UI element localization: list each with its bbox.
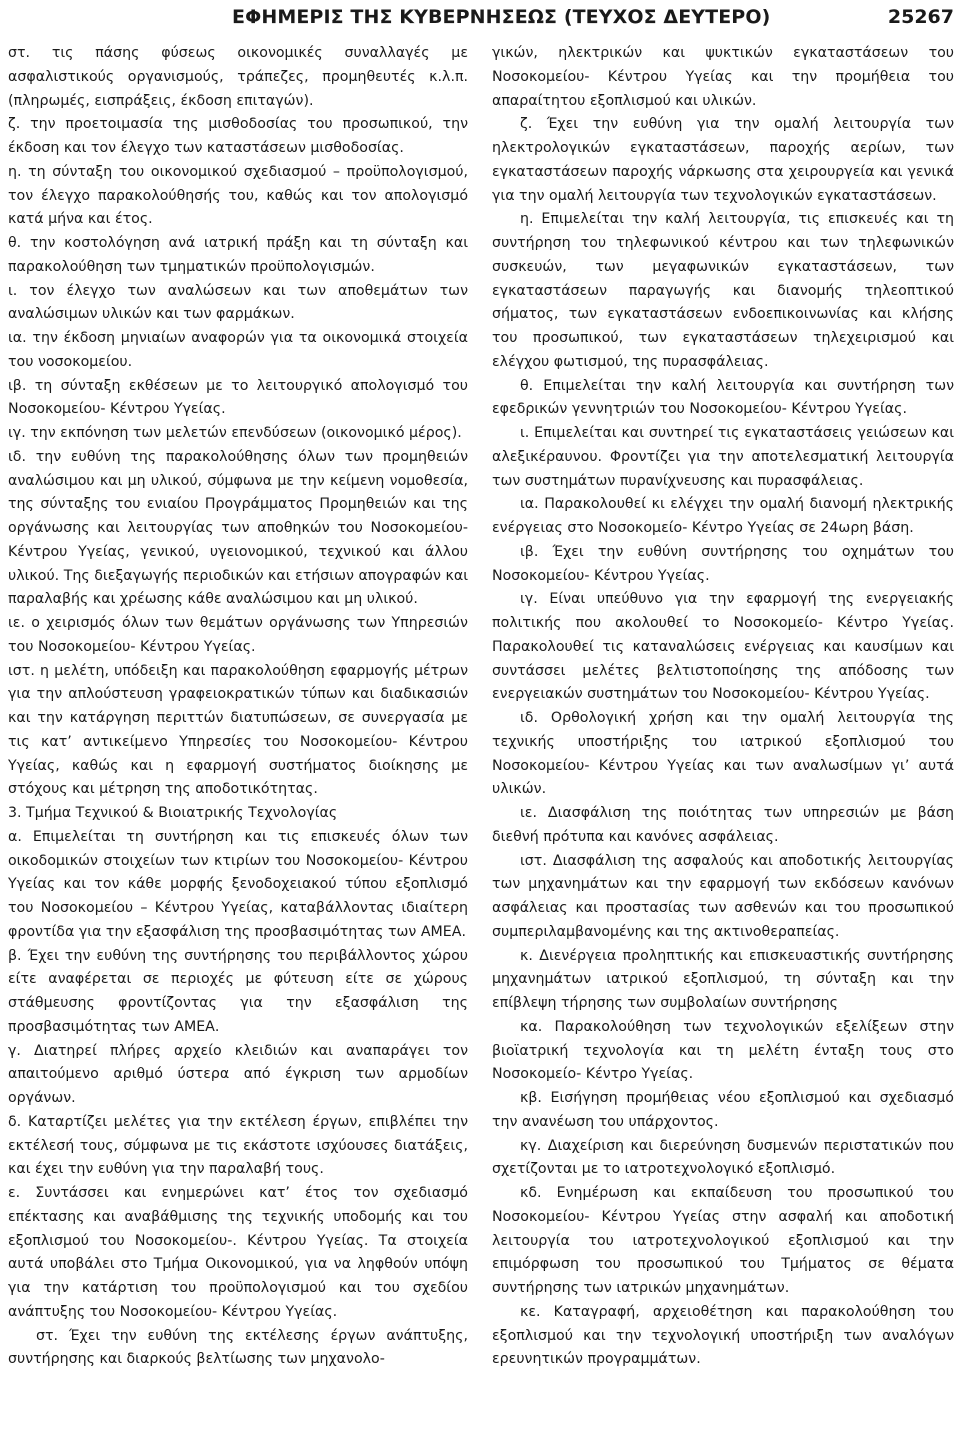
- paragraph: ι. Επιμελείται και συντηρεί τις εγκαταστάσεις γειώσεων και αλεξικέραυνου. Φροντίζει για την αποτελεσματική λειτουργία των συστημάτων πυρανίχνευσης και πυρασφάλειας.: [492, 425, 954, 489]
- paragraph: β. Έχει την ευθύνη της συντήρησης του περιβάλλοντος χώρου είτε αναφέρεται σε περιοχές με φύτευση είτε σε χώρους στάθμευσης φροντίζοντας για την εξασφάλιση της προσβασιμότητας των ΑΜΕΑ.: [8, 947, 468, 1035]
- page-header: [0, 0, 960, 40]
- paragraph: ια. Παρακολουθεί κι ελέγχει την ομαλή διανομή ηλεκτρικής ενέργειας στο Νοσοκομείο- Κέντρο Υγείας σε 24ωρη βάση.: [492, 496, 954, 536]
- paragraph: ια. την έκδοση μηνιαίων αναφορών για τα οικονομικά στοιχεία του νοσοκομείου.: [8, 330, 468, 370]
- paragraph: η. Επιμελείται την καλή λειτουργία, τις επισκευές και τη συντήρηση του τηλεφωνικού κέντρου και των τηλεφωνικών συσκευών, των μεγαφωνικών εγκαταστάσεων, των εγκαταστάσεων παραγωγής και διανομής τηλεοπτικού σήματος, των εγκαταστάσεων ενδοεπικοινωνίας και κλήσης του προσωπικού, των εγκαταστάσεων τηλεχειρισμού και ελέγχου φωτισμού, της πυρασφάλειας.: [492, 211, 954, 370]
- paragraph: 3. Τμήμα Τεχνικού & Βιοιατρικής Τεχνολογίας: [8, 805, 338, 821]
- paragraph: ιγ. Είναι υπεύθυνο για την εφαρμογή της ενεργειακής πολιτικής που ακολουθεί το Νοσοκομείο- Κέντρο Υγείας. Παρακολουθεί τις καταναλώσεις ενέργειας και καυσίμων και συντάσσει μελέτες βελτιστοποίησης της απόδοσης των ενεργειακών συστημάτων του Νοσοκομείου- Κέντρου Υγείας.: [492, 591, 954, 703]
- paragraph: στ. τις πάσης φύσεως οικονομικές συναλλαγές με ασφαλιστικούς οργανισμούς, τράπεζες, προμηθευτές κ.λ.π. (πληρωμές, εισπράξεις, έκδοση επιταγών).: [8, 45, 468, 109]
- paragraph: ιγ. την εκπόνηση των μελετών επενδύσεων (οικονομικό μέρος).: [8, 425, 462, 441]
- paragraph: ιβ. τη σύνταξη εκθέσεων με το λειτουργικό απολογισμό του Νοσοκομείου- Κέντρου Υγείας.: [8, 377, 468, 418]
- paragraph: θ. Επιμελείται την καλή λειτουργία και συντήρηση των εφεδρικών γεννητριών του Νοσοκομείου- Κέντρου Υγείας.: [492, 377, 954, 418]
- paragraph: ιβ. Έχει την ευθύνη συντήρησης του οχημάτων του Νοσοκομείου- Κέντρου Υγείας.: [492, 543, 954, 584]
- paragraph: ζ. Έχει την ευθύνη για την ομαλή λειτουργία των ηλεκτρολογικών εγκαταστάσεων, παροχής αερίων, των εγκαταστάσεων παροχής νάρκωσης στα χειρουργεία και γενικά για την ομαλή λειτουργία των τεχνολογικών εγκαταστάσεων.: [492, 116, 954, 204]
- page-number: 25267: [887, 6, 954, 28]
- paragraph: γ. Διατηρεί πλήρες αρχείο κλειδιών και αναπαράγει τον απαιτούμενο αριθμό ύστερα από έγκριση των αρμοδίων οργάνων.: [8, 1042, 468, 1106]
- paragraph: ζ. την προετοιμασία της μισθοδοσίας του προσωπικού, την έκδοση και τον έλεγχο των καταστάσεων μισθοδοσίας.: [8, 116, 468, 156]
- paragraph: ιστ. η μελέτη, υπόδειξη και παρακολούθηση εφαρμογής μέτρων για την απλούστευση γραφειοκρατικών τύπων και διαδικασιών και την κατάργηση περιττών διατυπώσεων, σε συνεργασία με τις κατ’ αντικείμενο Υπηρεσίες του Νοσοκομείου- Κέντρου Υγείας, καθώς και η εφαρμογή συστήματος διοίκησης με στόχους και μέτρηση της αποδοτικότητας.: [8, 662, 468, 798]
- paragraph: ιε. Διασφάλιση της ποιότητας των υπηρεσιών με βάση διεθνή πρότυπα και κανόνες ασφάλειας.: [492, 805, 954, 845]
- paragraph: κα. Παρακολούθηση των τεχνολογικών εξελίξεων στην βιοϊατρική τεχνολογία και τη μελέτη ένταξη τους στο Νοσοκομείο- Κέντρο Υγείας.: [492, 1018, 954, 1083]
- paragraph: ιε. ο χειρισμός όλων των θεμάτων οργάνωσης των Υπηρεσιών του Νοσοκομείου- Κέντρου Υγείας.: [8, 615, 468, 655]
- paragraph: η. τη σύνταξη του οικονομικού σχεδιασμού – προϋπολογισμού, τον έλεγχο παρακολούθησής του, καθώς και τον απολογισμό κατά μήνα και έτος.: [8, 163, 468, 228]
- paragraph: στ. Έχει την ευθύνη της εκτέλεσης έργων ανάπτυξης, συντήρησης και διαρκούς βελτίωσης των μηχανολο-: [8, 1327, 468, 1368]
- left-column: [8, 42, 468, 1426]
- paragraph: ιδ. την ευθύνη της παρακολούθησης όλων των προμηθειών αναλώσιμου και μη υλικού, σύμφωνα με την κείμενη νομοθεσία, της σύνταξης του ενιαίου Προγράμματος Προμηθειών και της οργάνωσης και λειτουργίας των αποθηκών του Νοσοκομείου- Κέντρου Υγείας, γενικού, υγειονομικού, τεχνικού και άλλου υλικού. Της διεξαγωγής περιοδικών και ετήσιων απογραφών και παραλαβής και χρέωσης κάθε αναλώσιμου και μη υλικού.: [8, 448, 468, 608]
- paragraph: ιστ. Διασφάλιση της ασφαλούς και αποδοτικής λειτουργίας των μηχανημάτων και την εφαρμογή των εκδόσεων κανόνων ασφάλειας και προστασίας των ασθενών και του προσωπικού συμπεριλαμβανομένης και της ακτινοθεραπείας.: [492, 852, 954, 940]
- paragraph: θ. την κοστολόγηση ανά ιατρική πράξη και τη σύνταξη και παρακολούθηση των τμηματικών προϋπολογισμών.: [8, 235, 468, 275]
- paragraph: κβ. Εισήγηση προμήθειας νέου εξοπλισμού και σχεδιασμό την ανανέωση του υπάρχοντος.: [492, 1090, 954, 1130]
- paragraph: κδ. Ενημέρωση και εκπαίδευση του προσωπικού του Νοσοκομείου- Κέντρου Υγείας στην ασφαλή και αποδοτική λειτουργία του ιατροτεχνολογικού εξοπλισμού και την επιμόρφωση του προσωπικού του Τμήματος σε θέματα συντήρησης των ιατρικών μηχανημάτων.: [492, 1185, 954, 1296]
- gazette-title: ΕΦΗΜΕΡΙΣ ΤΗΣ ΚΥΒΕΡΝΗΣΕΩΣ (ΤΕΥΧΟΣ ΔΕΥΤΕΡΟ): [232, 6, 771, 28]
- paragraph: κε. Καταγραφή, αρχειοθέτηση και παρακολούθηση του εξοπλισμού και την τεχνολογική υποστήριξη των αναλόγων ερευνητικών προγραμμάτων.: [492, 1303, 954, 1368]
- paragraph: γικών, ηλεκτρικών και ψυκτικών εγκαταστάσεων του Νοσοκομείου- Κέντρου Υγείας και την προμήθεια του απαραίτητου εξοπλισμού και υλικών.: [492, 45, 954, 109]
- paragraph: α. Επιμελείται τη συντήρηση και τις επισκευές όλων των οικοδομικών στοιχείων των κτιρίων του Νοσοκομείου- Κέντρου Υγείας και τον κάθε μορφής ξενοδοχειακού τύπου εξοπλισμό του Νοσοκομείου – Κέντρου Υγείας, καταβάλλοντας ιδιαίτερη φροντίδα για την εξασφάλιση της προσβασιμότητας των ΑΜΕΑ.: [8, 828, 468, 940]
- paragraph: ι. τον έλεγχο των αναλώσεων και των αποθεμάτων των αναλώσιμων υλικών και των φαρμάκων.: [8, 282, 468, 323]
- paragraph: κ. Διενέργεια προληπτικής και επισκευαστικής συντήρησης μηχανημάτων ιατρικού εξοπλισμού, τη σύνταξη και την επίβλεψη τήρησης των συμβολαίων συντήρησης: [492, 947, 954, 1011]
- right-column: [492, 42, 954, 1426]
- paragraph: ιδ. Ορθολογική χρήση και την ομαλή λειτουργία της τεχνικής υποστήριξης του ιατρικού εξοπλισμού του Νοσοκομείου- Κέντρου Υγείας και των αναλωσίμων γι’ αυτά υλικών.: [492, 710, 954, 798]
- paragraph: ε. Συντάσσει και ενημερώνει κατ’ έτος τον σχεδιασμό επέκτασης και αναβάθμισης της τεχνικής υποδομής και του εξοπλισμού του Νοσοκομείου-. Κέντρου Υγείας. Τα στοιχεία αυτά υποβάλει στο Τμήμα Οικονομικού, για να ληφθούν υπόψη για την κατάρτιση του προϋπολογισμού και του σχεδίου ανάπτυξης του Νοσοκομείου- Κέντρου Υγείας.: [8, 1185, 468, 1320]
- paragraph: δ. Καταρτίζει μελέτες για την εκτέλεση έργων, επιβλέπει την εκτέλεσή τους, σύμφωνα με τις εκάστοτε ισχύουσες διατάξεις, και έχει την ευθύνη για την παραλαβή τους.: [8, 1113, 468, 1178]
- paragraph: κγ. Διαχείριση και διερεύνηση δυσμενών περιστατικών που σχετίζονται με το ιατροτεχνολογικό εξοπλισμό.: [492, 1137, 954, 1178]
